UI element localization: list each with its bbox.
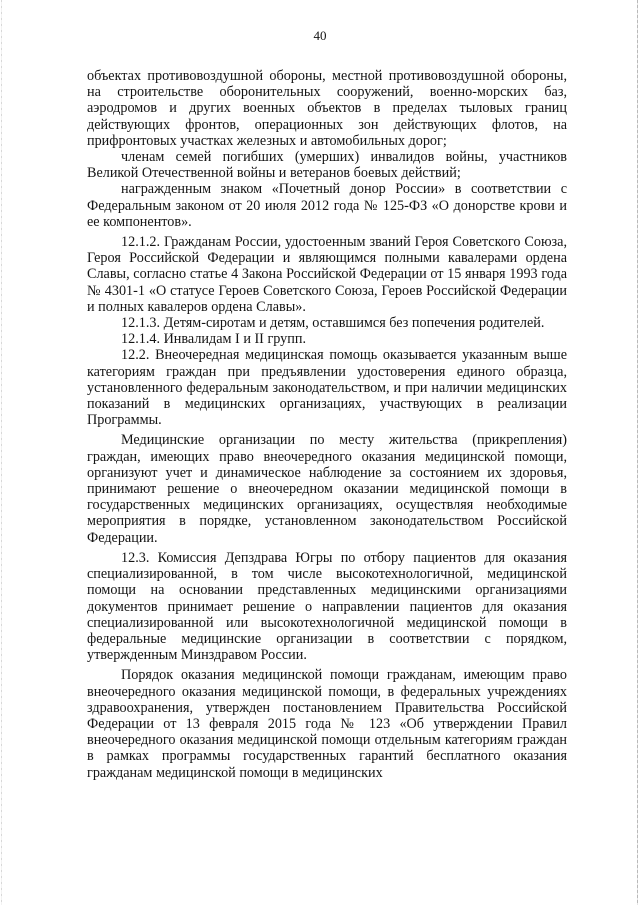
scan-edge-right [637,0,638,905]
paragraph-12-1-3: 12.1.3. Детям-сиротам и детям, оставшимся без попечения родителей. [121,315,545,332]
paragraph-procedure: Порядок оказания медицинской помощи гражданам, имеющим право внеочередного оказания медицинской помощи, в федеральных учреждениях здравоохранения, утвержден постановлением Правительства Российской Федерации от 13 февраля 2015 года № 123 «Об утверждении Правил внеочередного оказания медицинской помощи отдельным категориям граждан в рамках программы государственных гарантий бесплатного оказания гражданам медицинской помощи в медицинских [87,667,567,781]
paragraph-12-1-4: 12.1.4. Инвалидам I и II групп. [121,331,307,348]
paragraph-medical-organizations: Медицинские организации по месту жительства (прикрепления) граждан, имеющих право внеочередного оказания медицинской помощи, организуют учет и динамическое наблюдение за состоянием их здоровья, принимают решение о внеочередном оказании медицинской помощи в государственных медицинских организациях, осуществляя необходимые мероприятия в порядке, установленном законодательством Российской Федерации. [87,432,567,546]
paragraph-12-3: 12.3. Комиссия Депздрава Югры по отбору пациентов для оказания специализированной, в том числе высокотехнологичной, медицинской помощи на основании представленных медицинскими организациями документов принимает решение о направлении пациентов для оказания специализированной или высокотехнологичной медицинской помощи в федеральные медицинские организации в соответствии с порядком, утвержденным Минздравом России. [87,549,567,664]
paragraph-12-2: 12.2. Внеочередная медицинская помощь оказывается указанным выше категориям граждан при предъявлении удостоверения единого образца, установленного федеральным законодательством, и при наличии медицинских показаний в медицинских организациях, участвующих в реализации Программы. [87,347,567,429]
paragraph-family-members: членам семей погибших (умерших) инвалидов войны, участников Великой Отечественной войны и ветеранов боевых действий; [87,149,567,182]
paragraph-12-1-2: 12.1.2. Гражданам России, удостоенным званий Героя Советского Союза, Героя Российской Федерации и являющимся полными кавалерами ордена Славы, согласно статье 4 Закона Российской Федерации от 15 января 1993 года № 4301-1 «О статусе Героев Советского Союза, Героев Российской Федерации и полных кавалеров ордена Славы». [87,234,567,315]
page-number: 40 [313,28,327,43]
document-body [87,68,567,781]
scan-edge-left [1,0,2,905]
paragraph-honorary-donor: награжденным знаком «Почетный донор России» в соответствии с Федеральным законом от 20 июля 2012 года № 125-ФЗ «О донорстве крови и ее компонентов». [87,181,567,230]
paragraph-air-defense: объектах противовоздушной обороны, местной противовоздушной обороны, на строительстве оборонительных сооружений, военно-морских баз, аэродромов и других военных объектов в пределах тыловых границ действующих фронтов, операционных зон действующих флотов, на прифронтовых участках железных и автомобильных дорог; [87,68,567,149]
